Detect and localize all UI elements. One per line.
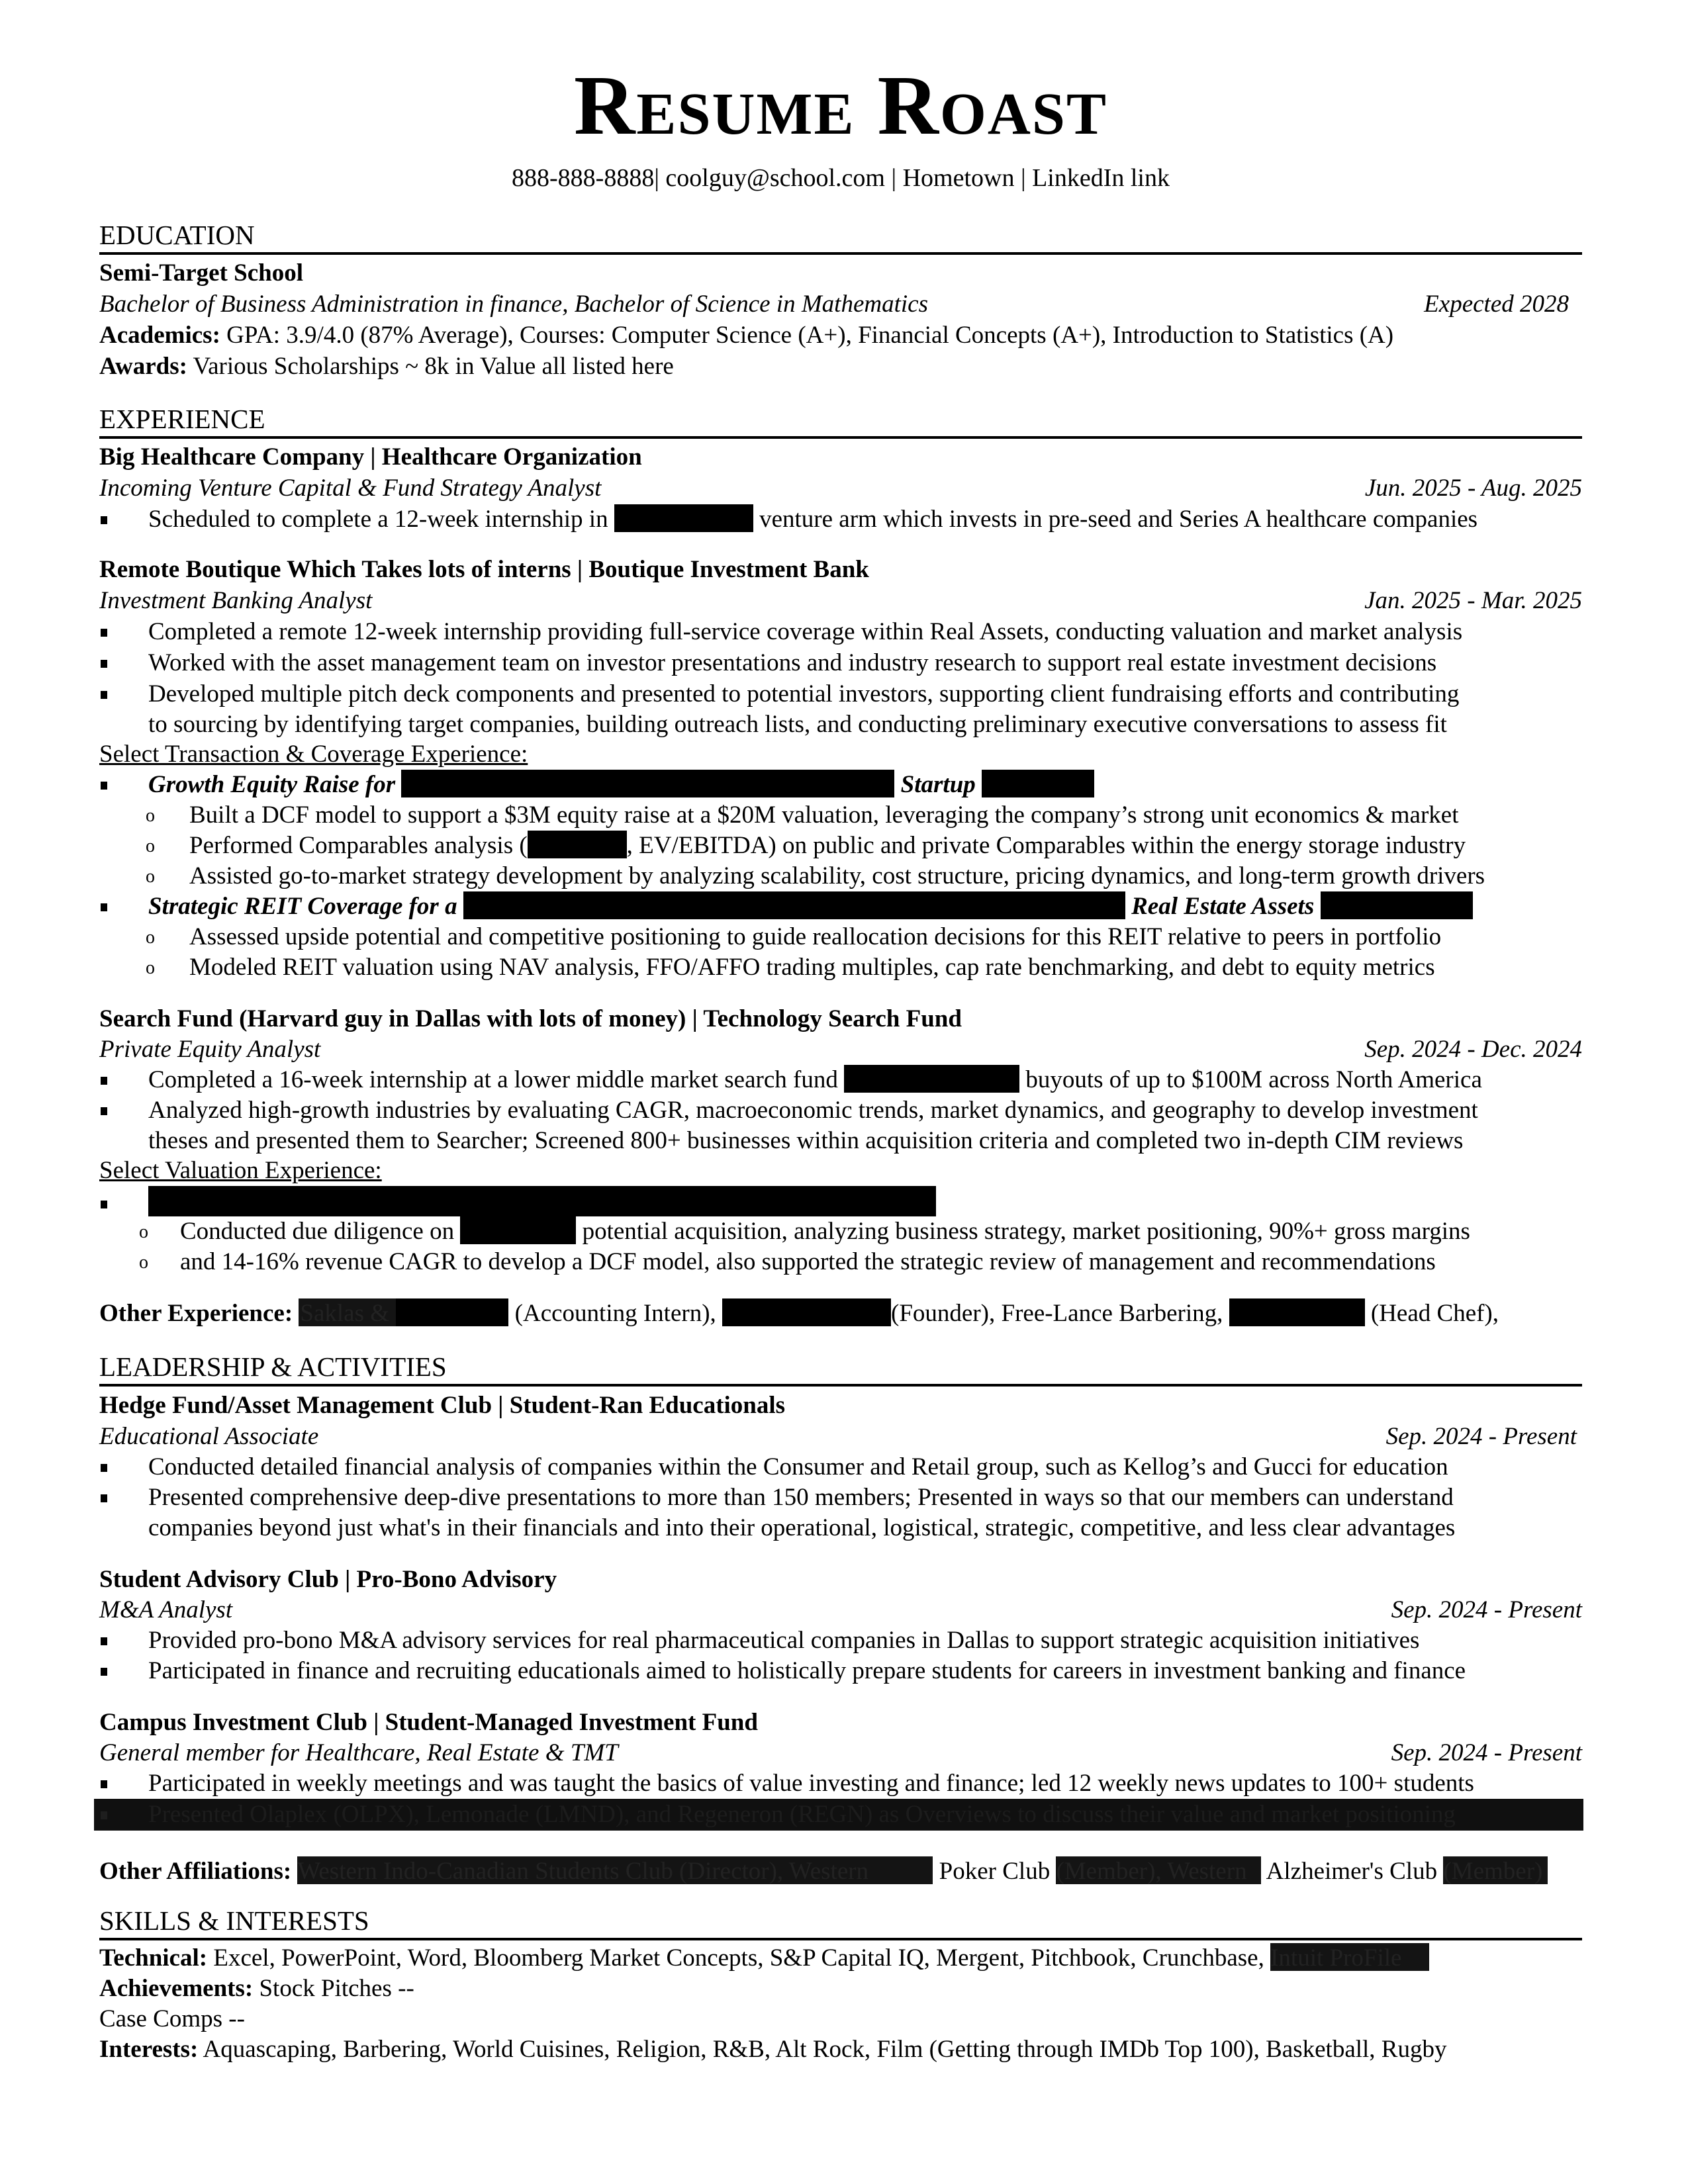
job-bullet: Analyzed high-growth industries by evaluating CAGR, macroeconomic trends, market dynamics, and geography to develop investment [99, 1095, 1582, 1126]
academics-label: Academics: [99, 322, 220, 349]
activity-title: General member for Healthcare, Real Estate & TMT [99, 1739, 618, 1766]
technical-label: Technical: [99, 1944, 208, 1972]
redaction-box [528, 831, 627, 858]
degree: Bachelor of Business Administration in finance, Bachelor of Science in Mathematics [99, 291, 928, 318]
redaction-box: Western Indo-Canadian Students Club (Director), Western [297, 1856, 933, 1884]
circle-bullet-icon: o [139, 1252, 148, 1273]
activity-bullet: Conducted detailed financial analysis of companies within the Consumer and Retail group, such as Kellog’s and Gucci for education [99, 1452, 1582, 1482]
job-date: Sep. 2024 - Dec. 2024 [1364, 1036, 1582, 1063]
select-experience-label: Select Transaction & Coverage Experience: [99, 741, 528, 768]
square-bullet-icon [101, 1668, 107, 1676]
deal-item: Strategic REIT Coverage for a Real Estate Assets [99, 891, 1582, 922]
activity-bullet: Provided pro-bono M&A advisory services for real pharmaceutical companies in Dallas to support strategic acquisition initiatives [99, 1625, 1582, 1656]
square-bullet-icon [101, 691, 107, 699]
square-bullet-icon [101, 629, 107, 637]
activity-org: Hedge Fund/Asset Management Club | Student-Ran Educationals [99, 1392, 786, 1419]
square-bullet-icon [101, 1201, 107, 1208]
deal-sub-bullet: o Modeled REIT valuation using NAV analysis, FFO/AFFO trading multiples, cap rate benchmarking, and debt to equity metrics [99, 952, 1582, 983]
square-bullet-icon [101, 782, 107, 790]
deal-sub-bullet: o Performed Comparables analysis ( , EV/EBITDA) on public and private Comparables within the energy storage industry [99, 831, 1582, 862]
deal-sub-bullet: o Assisted go-to-market strategy development by analyzing scalability, cost structure, pricing dynamics, and long-term growth drivers [99, 861, 1582, 892]
circle-bullet-icon: o [139, 1222, 148, 1242]
interests-row: Interests: Aquascaping, Barbering, World Cuisines, Religion, R&B, Alt Rock, Film (Getting through IMDb Top 100), Basketball, Rugby [99, 2036, 1447, 2063]
deal-sub-bullet: o Assessed upside potential and competitive positioning to guide reallocation decisions for this REIT relative to peers in portfolio [99, 922, 1582, 953]
job-title: Private Equity Analyst [99, 1036, 321, 1063]
redaction-box [844, 1065, 1019, 1093]
redaction-box [614, 504, 753, 532]
activity-date: Sep. 2024 - Present [1391, 1739, 1582, 1766]
resume-title [99, 58, 1582, 152]
redaction-box [401, 770, 894, 797]
square-bullet-icon [101, 1494, 107, 1502]
redaction-box [463, 891, 1125, 919]
redaction-box [722, 1298, 891, 1326]
redaction-box: (Member), Western [1056, 1856, 1261, 1884]
awards-label: Awards: [99, 353, 187, 380]
square-bullet-icon [101, 1637, 107, 1645]
square-bullet-icon [101, 1107, 107, 1115]
achievements-row: Achievements: Stock Pitches -- [99, 1975, 414, 2002]
technical-skills-row: Technical: Excel, PowerPoint, Word, Bloomberg Market Concepts, S&P Capital IQ, Mergent, Pitchbook, Crunchbase, Intuit ProFile [99, 1943, 1582, 1974]
activity-title: M&A Analyst [99, 1596, 233, 1623]
redaction-box: Intuit ProFile [1270, 1943, 1429, 1971]
redaction-box [148, 1186, 936, 1216]
job-date: Jan. 2025 - Mar. 2025 [1364, 587, 1582, 614]
activity-date: Sep. 2024 - Present [1391, 1596, 1582, 1623]
job-bullet: Completed a remote 12-week internship providing full-service coverage within Real Assets, conducting valuation and market analysis [99, 617, 1582, 647]
activity-org: Student Advisory Club | Pro-Bono Advisory [99, 1566, 557, 1593]
deal-item: Growth Equity Raise for Startup [99, 770, 1582, 800]
circle-bullet-icon: o [146, 805, 155, 826]
deal-sub-bullet: o Built a DCF model to support a $3M equity raise at a $20M valuation, leveraging the company’s strong unit economics & market [99, 800, 1582, 831]
activity-title-row [99, 1422, 1582, 1452]
square-bullet-icon [101, 1811, 107, 1819]
activity-date: Sep. 2024 - Present [1385, 1423, 1577, 1450]
academics-row [99, 320, 1582, 351]
redaction-box [982, 770, 1094, 797]
job-bullet-continuation: to sourcing by identifying target companies, building outreach lists, and conducting preliminary executive conversations to assess fit [148, 711, 1447, 738]
redaction-box [460, 1216, 576, 1244]
redaction-box: Saklas & [299, 1298, 396, 1326]
academics-text: GPA: 3.9/4.0 (87% Average), Courses: Computer Science (A+), Financial Concepts (A+), Introduction to Statistics (A) [220, 322, 1394, 349]
title-word-2: Roast [877, 58, 1108, 152]
achievements-label: Achievements: [99, 1975, 254, 2002]
job-bullet: Completed a 16-week internship at a lower middle market search fund buyouts of up to $100M across North America [99, 1065, 1582, 1095]
job-org: Remote Boutique Which Takes lots of interns | Boutique Investment Bank [99, 556, 869, 583]
circle-bullet-icon: o [146, 866, 155, 887]
deal-item [99, 1186, 1582, 1219]
job-org: Search Fund (Harvard guy in Dallas with lots of money) | Technology Search Fund [99, 1005, 962, 1032]
redaction-box: (Member) [1443, 1856, 1548, 1884]
title-word-1: Resume [573, 58, 855, 152]
square-bullet-icon [101, 1464, 107, 1472]
contact-line: 888-888-8888| coolguy@school.com | Hometown | LinkedIn link [512, 164, 1170, 192]
redaction-box [1321, 891, 1473, 919]
redaction-box [396, 1298, 508, 1326]
other-experience-label: Other Experience: [99, 1300, 293, 1327]
job-title: Investment Banking Analyst [99, 587, 373, 614]
activity-org: Campus Investment Club | Student-Managed Investment Fund [99, 1709, 758, 1736]
section-divider [99, 1938, 1582, 1940]
interests-label: Interests: [99, 2036, 199, 2063]
circle-bullet-icon: o [146, 836, 155, 856]
school-name: Semi-Target School [99, 259, 303, 287]
job-title-row [99, 473, 1582, 504]
graduation-date: Expected 2028 [1424, 291, 1569, 318]
section-divider [99, 1384, 1582, 1387]
activity-bullet: Participated in weekly meetings and was taught the basics of value investing and finance; led 12 weekly news updates to 100+ students [99, 1768, 1582, 1799]
job-bullet: Worked with the asset management team on investor presentations and industry research to support real estate investment decisions [99, 648, 1582, 678]
circle-bullet-icon: o [146, 958, 155, 978]
job-org: Big Healthcare Company | Healthcare Organization [99, 443, 642, 471]
section-heading-education: EDUCATION [99, 220, 255, 250]
activity-bullet: Presented Olaplex (OLPX), Lemonade (LMND), and Regeneron (REGN) as Overviews to discuss their value and market positioning [99, 1799, 1582, 1830]
degree-row [99, 289, 1582, 320]
redaction-box [1229, 1298, 1365, 1326]
section-heading-skills: SKILLS & INTERESTS [99, 1905, 369, 1936]
section-heading-leadership: LEADERSHIP & ACTIVITIES [99, 1351, 447, 1382]
job-bullet: Developed multiple pitch deck components and presented to potential investors, supporting client fundraising efforts and contributing [99, 679, 1582, 709]
job-title-row [99, 1034, 1582, 1065]
select-experience-label: Select Valuation Experience: [99, 1157, 382, 1184]
square-bullet-icon [101, 1077, 107, 1085]
section-divider [99, 436, 1582, 439]
job-title-row [99, 586, 1582, 616]
job-bullet: Scheduled to complete a 12-week internship in venture arm which invests in pre-seed and Series A healthcare companies [99, 504, 1582, 535]
job-date: Jun. 2025 - Aug. 2025 [1364, 475, 1582, 502]
square-bullet-icon [101, 903, 107, 911]
circle-bullet-icon: o [146, 927, 155, 948]
other-affiliations-label: Other Affiliations: [99, 1858, 292, 1885]
job-title: Incoming Venture Capital & Fund Strategy Analyst [99, 475, 602, 502]
section-heading-experience: EXPERIENCE [99, 404, 265, 434]
activity-bullet: Participated in finance and recruiting educationals aimed to holistically prepare students for careers in investment banking and finance [99, 1656, 1582, 1686]
awards-text: Various Scholarships ~ 8k in Value all listed here [187, 353, 674, 380]
activity-bullet: Presented comprehensive deep-dive presentations to more than 150 members; Presented in ways so that our members can understand [99, 1482, 1582, 1513]
square-bullet-icon [101, 516, 107, 524]
section-divider [99, 252, 1582, 255]
square-bullet-icon [101, 660, 107, 668]
case-comps-row: Case Comps -- [99, 2005, 245, 2032]
activity-bullet-continuation: companies beyond just what's in their financials and into their operational, logistical, strategic, competitive, and less clear advantages [148, 1514, 1456, 1541]
deal-sub-bullet: o and 14-16% revenue CAGR to develop a DCF model, also supported the strategic review of management and recommendations [99, 1247, 1582, 1278]
other-affiliations-row: Other Affiliations: Western Indo-Canadian Students Club (Director), Western Poker Club (Member), Western Alzheimer's Club (Member) [99, 1856, 1582, 1887]
redacted-line [94, 1799, 1583, 1831]
job-bullet-continuation: theses and presented them to Searcher; Screened 800+ businesses within acquisition criteria and completed two in-depth CIM reviews [148, 1127, 1464, 1154]
square-bullet-icon [101, 1780, 107, 1788]
activity-title-row [99, 1595, 1582, 1625]
deal-sub-bullet: o Conducted due diligence on potential acquisition, analyzing business strategy, market positioning, 90%+ gross margins [99, 1216, 1582, 1248]
awards-row [99, 351, 1582, 382]
other-experience-row: Other Experience: Saklas & (Accounting Intern), (Founder), Free-Lance Barbering, (Head Chef), [99, 1300, 1499, 1327]
activity-title: Educational Associate [99, 1423, 319, 1450]
activity-title-row [99, 1738, 1582, 1768]
